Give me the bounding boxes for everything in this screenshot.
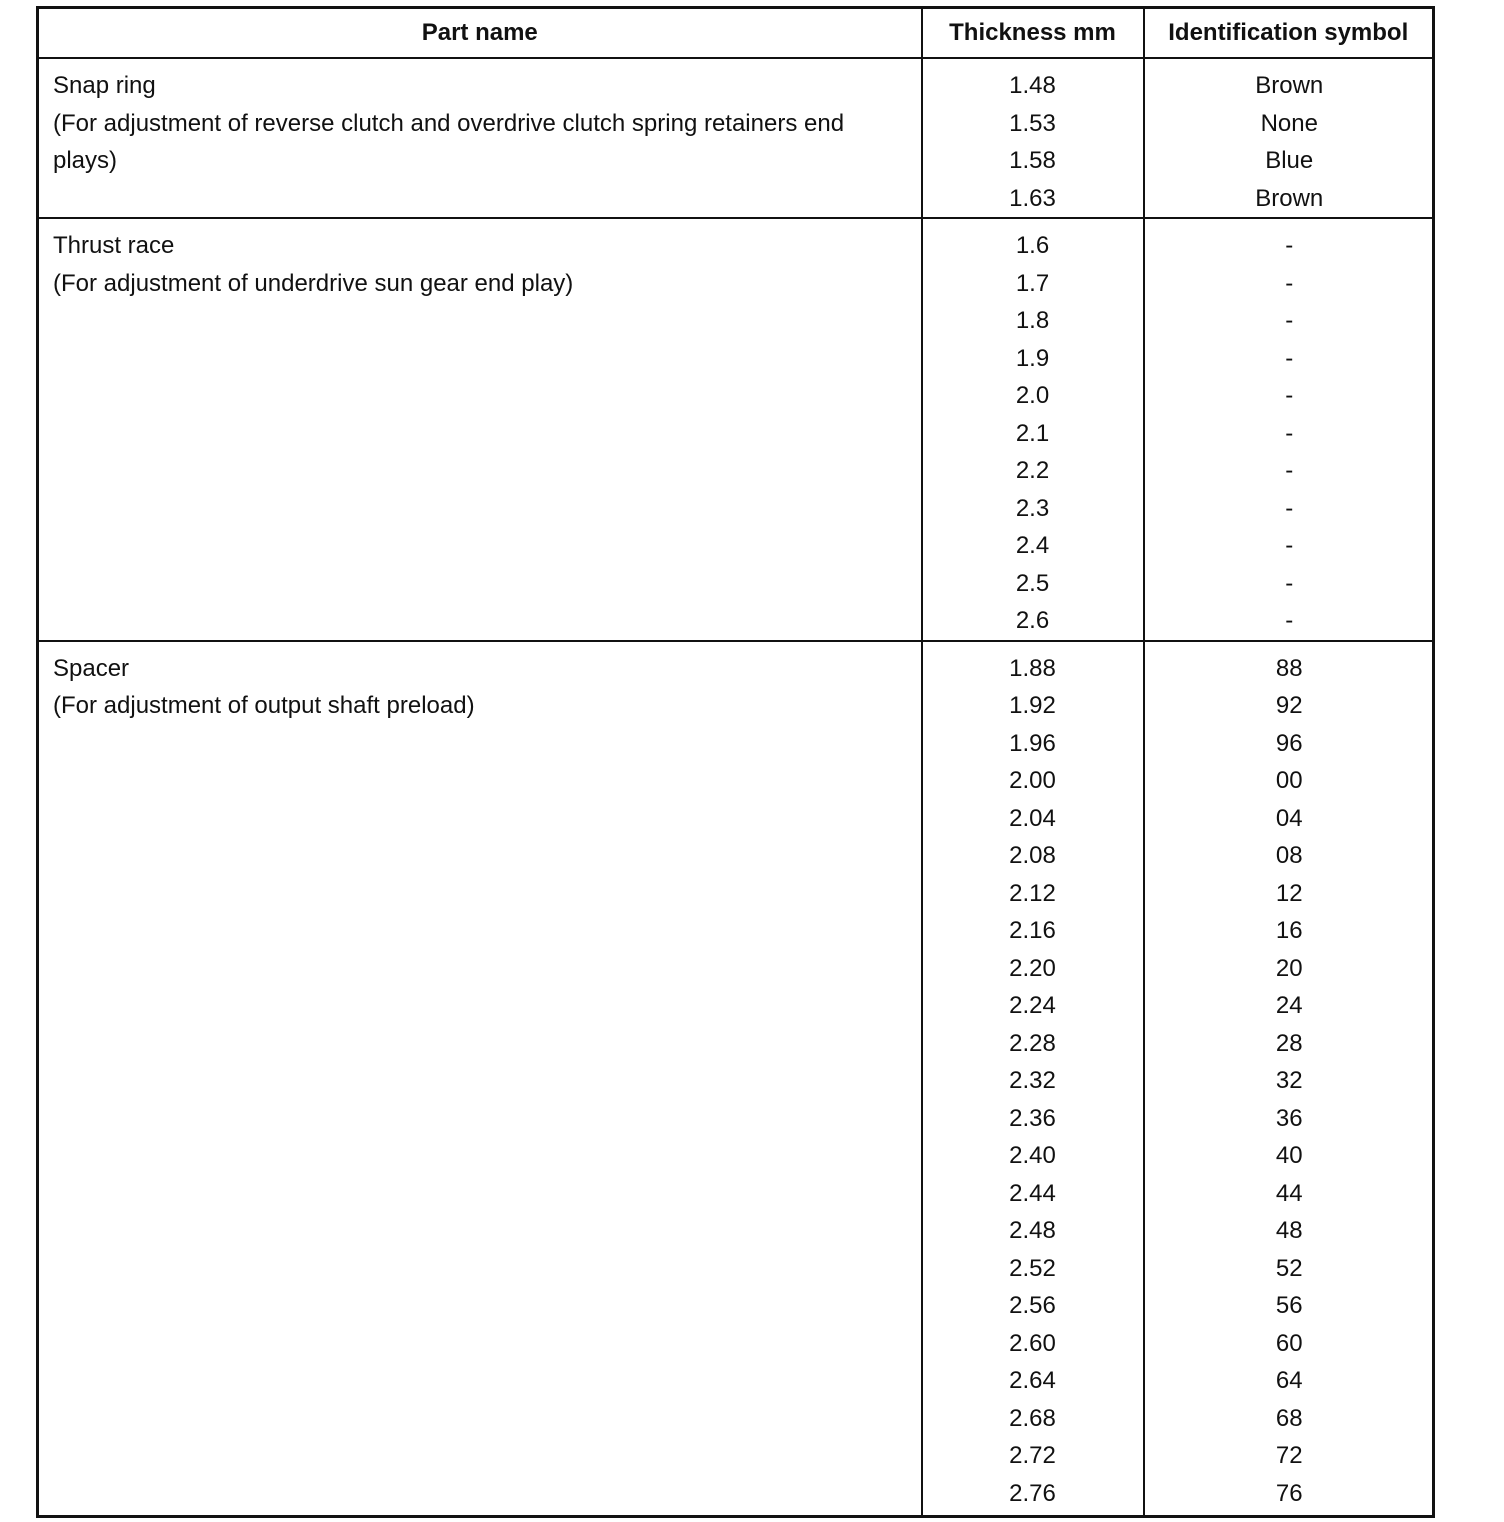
identification-value: 52	[1275, 1254, 1303, 1282]
identification-value: -	[1285, 269, 1294, 297]
part-name: Spacer	[53, 654, 130, 682]
identification-value: -	[1285, 344, 1294, 372]
thickness-value: 2.32	[1009, 1067, 1056, 1094]
thickness-value: 2.1	[1015, 419, 1050, 447]
thickness-value: 2.76	[1009, 1479, 1056, 1507]
identification-value: Brown	[1255, 184, 1324, 212]
parts-spec-table	[36, 6, 1435, 1518]
identification-value: 92	[1275, 692, 1303, 719]
identification-value: -	[1285, 494, 1294, 522]
thickness-value: 2.52	[1009, 1254, 1056, 1282]
identification-value: 16	[1275, 917, 1303, 944]
thickness-value: 1.6	[1015, 232, 1050, 259]
identification-list	[1144, 218, 1434, 641]
part-cell-thrust-race	[38, 218, 922, 641]
thickness-value: 1.63	[1009, 184, 1056, 212]
thickness-value: 1.48	[1009, 72, 1056, 99]
thickness-value: 2.28	[1009, 1029, 1056, 1057]
identification-value: 04	[1275, 804, 1303, 832]
thickness-value: 1.58	[1009, 147, 1056, 174]
part-note: (For adjustment of underdrive sun gear end play)	[53, 269, 574, 297]
identification-value: -	[1285, 382, 1294, 409]
identification-value: -	[1285, 607, 1294, 634]
thickness-value: 2.6	[1015, 607, 1050, 634]
part-note: (For adjustment of reverse clutch and overdrive clutch spring retainers end plays)	[53, 109, 845, 174]
identification-value: 96	[1275, 729, 1303, 757]
identification-value: 44	[1275, 1179, 1303, 1207]
table-row	[38, 58, 1434, 218]
identification-value: -	[1285, 532, 1294, 559]
thickness-value: 2.12	[1009, 879, 1056, 907]
identification-value: -	[1285, 307, 1294, 334]
identification-value: 68	[1275, 1404, 1303, 1432]
identification-value: 20	[1275, 954, 1303, 982]
part-cell-snap-ring	[38, 58, 922, 218]
identification-value: 08	[1275, 842, 1303, 869]
thickness-value: 2.40	[1009, 1142, 1056, 1169]
thickness-value: 2.48	[1009, 1217, 1056, 1244]
identification-value: 24	[1275, 992, 1303, 1019]
thickness-list	[922, 218, 1144, 641]
identification-value: 48	[1275, 1217, 1303, 1244]
part-cell-spacer	[38, 641, 922, 1517]
header-thickness: Thickness mm	[922, 8, 1144, 59]
thickness-value: 2.2	[1015, 457, 1050, 484]
part-note: (For adjustment of output shaft preload)	[53, 692, 475, 719]
identification-value: Brown	[1255, 72, 1324, 99]
thickness-value: 2.00	[1009, 767, 1056, 794]
thickness-value: 1.7	[1015, 269, 1050, 297]
identification-value: -	[1285, 569, 1294, 597]
thickness-list	[922, 58, 1144, 218]
thickness-value: 2.56	[1009, 1292, 1056, 1319]
identification-value: 64	[1275, 1367, 1303, 1394]
identification-list	[1144, 641, 1434, 1517]
thickness-value: 1.8	[1015, 307, 1050, 334]
identification-value: 60	[1275, 1329, 1303, 1357]
thickness-value: 2.0	[1015, 382, 1050, 409]
part-name: Snap ring	[53, 72, 156, 99]
thickness-value: 2.3	[1015, 494, 1050, 522]
thickness-value: 1.96	[1009, 729, 1056, 757]
identification-value: -	[1285, 232, 1294, 259]
table-header-row	[38, 8, 1434, 59]
thickness-value: 2.20	[1009, 954, 1056, 982]
thickness-value: 2.68	[1009, 1404, 1056, 1432]
thickness-value: 2.44	[1009, 1179, 1056, 1207]
identification-value: -	[1285, 419, 1294, 447]
identification-value: 40	[1275, 1142, 1303, 1169]
table-row	[38, 218, 1434, 641]
thickness-value: 2.36	[1009, 1104, 1056, 1132]
identification-value: 56	[1275, 1292, 1303, 1319]
part-name: Thrust race	[53, 232, 175, 259]
thickness-value: 2.04	[1009, 804, 1056, 832]
identification-value: -	[1285, 457, 1294, 484]
identification-value: Blue	[1265, 147, 1314, 174]
thickness-value: 2.72	[1009, 1442, 1056, 1469]
header-identification-symbol: Identification symbol	[1144, 8, 1434, 59]
thickness-value: 2.16	[1009, 917, 1056, 944]
identification-value: 32	[1275, 1067, 1303, 1094]
thickness-value: 1.92	[1009, 692, 1056, 719]
thickness-value: 1.88	[1009, 654, 1056, 682]
thickness-value: 2.64	[1009, 1367, 1056, 1394]
thickness-value: 2.4	[1015, 532, 1050, 559]
identification-value: 28	[1275, 1029, 1303, 1057]
thickness-value: 2.60	[1009, 1329, 1056, 1357]
thickness-value: 2.08	[1009, 842, 1056, 869]
thickness-value: 1.9	[1015, 344, 1050, 372]
identification-value: 36	[1275, 1104, 1303, 1132]
thickness-value: 2.5	[1015, 569, 1050, 597]
thickness-value: 1.53	[1009, 109, 1056, 137]
identification-value: 88	[1275, 654, 1303, 682]
identification-list	[1144, 58, 1434, 218]
identification-value: 76	[1275, 1479, 1303, 1507]
identification-value: 00	[1275, 767, 1303, 794]
thickness-value: 2.24	[1009, 992, 1056, 1019]
table-row	[38, 641, 1434, 1517]
identification-value: 12	[1275, 879, 1303, 907]
identification-value: 72	[1275, 1442, 1303, 1469]
thickness-list	[922, 641, 1144, 1517]
header-part-name: Part name	[38, 8, 922, 59]
identification-value: None	[1260, 109, 1318, 137]
